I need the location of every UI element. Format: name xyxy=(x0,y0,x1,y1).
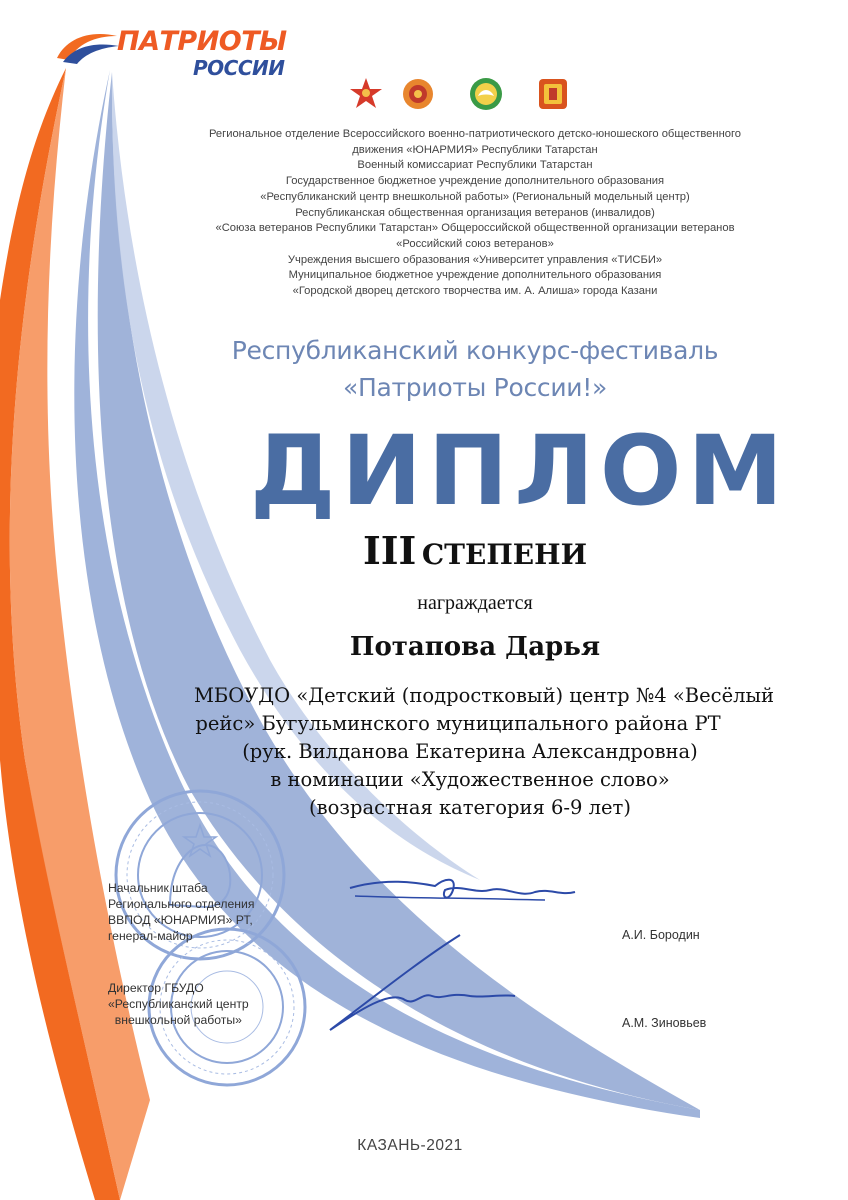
veterans-emblem-icon xyxy=(535,76,571,112)
patriots-logo xyxy=(55,22,295,82)
details-line: МБОУДО «Детский (подростковый) центр №4 «Весёлый xyxy=(193,684,775,707)
details-line: (возрастная категория 6-9 лет) xyxy=(309,796,631,819)
organizer-line: Государственное бюджетное учреждение дополнительного образования xyxy=(285,175,665,188)
organizer-line: Муниципальное бюджетное учреждение дополнительного образования xyxy=(288,269,662,282)
position-line: ВВПОД «ЮНАРМИЯ» РТ, xyxy=(108,913,253,927)
logo-line2: РОССИИ xyxy=(193,56,285,80)
city-year: КАЗАНЬ-2021 xyxy=(357,1137,463,1154)
position-line: генерал-майор xyxy=(108,929,193,943)
organizer-line: «Союза ветеранов Республики Татарстан» Общероссийской общественной организации ветеранов xyxy=(215,222,735,235)
organizer-line: «Республиканский центр внешкольной работы» (Региональный модельный центр) xyxy=(260,190,690,203)
signatory-1-name: А.И. Бородин xyxy=(622,928,700,942)
logo-line1: ПАТРИОТЫ xyxy=(117,26,287,57)
recipient-name: Потапова Дарья xyxy=(349,632,601,662)
contest-line2: «Патриоты России!» xyxy=(343,373,607,402)
organizers-list xyxy=(180,127,770,300)
degree-word: СТЕПЕНИ xyxy=(421,538,588,571)
signatory-1-position xyxy=(108,880,254,944)
contest-title xyxy=(160,332,790,406)
degree-heading xyxy=(200,528,750,573)
yunarmiya-star-icon xyxy=(348,76,384,112)
details-line: в номинации «Художественное слово» xyxy=(270,768,670,791)
organizer-line: «Российский союз ветеранов» xyxy=(396,237,554,250)
organizer-line: движения «ЮНАРМИЯ» Республики Татарстан xyxy=(352,143,598,156)
emblem-row xyxy=(340,76,580,116)
position-line: Регионального отделения xyxy=(108,897,255,911)
details-line: (рук. Вилданова Екатерина Александровна) xyxy=(242,740,698,763)
organizer-line: Республиканская общественная организация ветеранов (инвалидов) xyxy=(295,206,655,219)
organizer-line: Учреждения высшего образования «Университет управления «ТИСБИ» xyxy=(287,253,663,266)
organizer-line: «Городской дворец детского творчества им. А. Алиша» города Казани xyxy=(292,285,658,298)
signature-borodin xyxy=(345,868,585,918)
position-line: внешкольной работы» xyxy=(114,1013,242,1027)
signatory-2-name: А.М. Зиновьев xyxy=(622,1016,707,1030)
position-line: Директор ГБУДО xyxy=(108,981,204,995)
tatarstan-emblem-icon xyxy=(468,76,504,112)
military-commissariat-emblem-icon xyxy=(400,76,436,112)
organizer-line: Региональное отделение Всероссийского военно-патриотического детско-юношеского общественного xyxy=(208,128,742,140)
signature-zinoviev xyxy=(310,930,520,1040)
contest-line1: Республиканский конкурс-фестиваль xyxy=(231,336,719,365)
awarded-label: награждается xyxy=(417,592,533,614)
degree-number: III xyxy=(362,528,417,573)
organizer-line: Военный комиссариат Республики Татарстан xyxy=(357,159,593,172)
flame-swoosh-icon xyxy=(55,28,125,68)
signatory-2-position xyxy=(108,980,249,1028)
diploma-title: ДИПЛОМ xyxy=(250,415,790,527)
position-line: Начальник штаба xyxy=(108,881,208,895)
details-line: рейс» Бугульминского муниципального района РТ xyxy=(195,712,721,735)
position-line: «Республиканский центр xyxy=(108,997,249,1011)
